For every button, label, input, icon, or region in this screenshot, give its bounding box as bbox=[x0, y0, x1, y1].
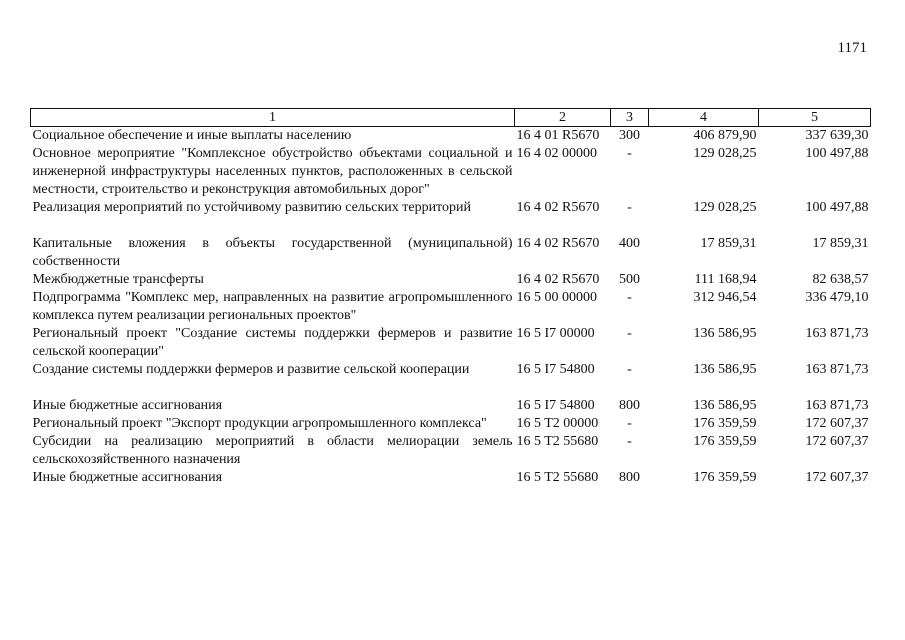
row-amount-2: 163 871,73 bbox=[805, 398, 869, 413]
row-name: Межбюджетные трансферты bbox=[32, 272, 204, 287]
table-row bbox=[31, 397, 871, 415]
column-header-amount-2: 5 bbox=[759, 109, 871, 127]
row-code: 16 5 T2 55680 bbox=[516, 470, 599, 485]
row-name: Основное мероприятие "Комплексное обустройство объектами социальной и инженерной инфраструктуры населенных пунктов, расположенных в сельской местности, строительство и реконструкция автомобильных дорог" bbox=[32, 146, 513, 197]
row-amount-1: 17 859,31 bbox=[700, 236, 757, 251]
table-header-row bbox=[31, 109, 871, 127]
row-expense-type: - bbox=[627, 362, 632, 377]
row-code: 16 4 01 R5670 bbox=[516, 128, 600, 143]
table-row bbox=[31, 271, 871, 289]
table-row bbox=[31, 325, 871, 361]
table-row bbox=[31, 145, 871, 199]
row-expense-type: - bbox=[627, 434, 632, 449]
row-code: 16 4 02 R5670 bbox=[516, 272, 600, 287]
row-name: Капитальные вложения в объекты государственной (муниципальной) собственности bbox=[32, 236, 513, 269]
column-header-amount-1: 4 bbox=[649, 109, 759, 127]
row-amount-1: 136 586,95 bbox=[693, 362, 757, 377]
row-amount-1: 111 168,94 bbox=[694, 272, 757, 287]
row-amount-2: 100 497,88 bbox=[805, 200, 869, 215]
row-amount-1: 129 028,25 bbox=[693, 200, 757, 215]
row-name: Иные бюджетные ассигнования bbox=[32, 398, 223, 413]
table-row bbox=[31, 199, 871, 235]
row-expense-type: 300 bbox=[619, 128, 640, 143]
row-name: Региональный проект "Создание системы поддержки фермеров и развитие сельской кооперации" bbox=[32, 326, 513, 359]
row-code: 16 4 02 R5670 bbox=[516, 236, 600, 251]
row-amount-2: 100 497,88 bbox=[805, 146, 869, 161]
row-expense-type: - bbox=[627, 200, 632, 215]
table-row bbox=[31, 469, 871, 487]
row-amount-2: 172 607,37 bbox=[805, 470, 869, 485]
row-name: Подпрограмма "Комплекс мер, направленных на развитие агропромышленного комплекса путем реализации региональных проектов" bbox=[32, 290, 513, 323]
row-amount-1: 406 879,90 bbox=[693, 128, 757, 143]
row-expense-type: - bbox=[627, 146, 632, 161]
row-amount-2: 336 479,10 bbox=[805, 290, 869, 305]
row-code: 16 5 T2 00000 bbox=[516, 416, 599, 431]
row-code: 16 5 I7 00000 bbox=[516, 326, 595, 341]
row-amount-1: 312 946,54 bbox=[693, 290, 757, 305]
page-number: 1171 bbox=[837, 40, 867, 56]
table-row bbox=[31, 433, 871, 469]
column-header-code: 2 bbox=[515, 109, 611, 127]
column-header-type: 3 bbox=[611, 109, 649, 127]
row-amount-2: 163 871,73 bbox=[805, 362, 869, 377]
row-expense-type: 400 bbox=[619, 236, 640, 251]
row-amount-1: 176 359,59 bbox=[693, 470, 757, 485]
table-row bbox=[31, 127, 871, 146]
row-amount-2: 172 607,37 bbox=[805, 434, 869, 449]
row-name: Создание системы поддержки фермеров и развитие сельской кооперации bbox=[32, 362, 470, 377]
row-expense-type: 800 bbox=[619, 398, 640, 413]
row-name: Реализация мероприятий по устойчивому развитию сельских территорий bbox=[32, 200, 471, 215]
row-code: 16 5 00 00000 bbox=[516, 290, 597, 305]
row-expense-type: - bbox=[627, 326, 632, 341]
row-amount-1: 129 028,25 bbox=[693, 146, 757, 161]
row-amount-2: 172 607,37 bbox=[805, 416, 869, 431]
row-amount-2: 337 639,30 bbox=[805, 128, 869, 143]
table-row bbox=[31, 415, 871, 433]
row-name: Субсидии на реализацию мероприятий в области мелиорации земель сельскохозяйственного назначения bbox=[32, 434, 513, 467]
row-code: 16 5 T2 55680 bbox=[516, 434, 599, 449]
row-amount-1: 136 586,95 bbox=[693, 326, 757, 341]
column-header-name: 1 bbox=[31, 109, 515, 127]
row-amount-2: 17 859,31 bbox=[812, 236, 869, 251]
row-amount-2: 163 871,73 bbox=[805, 326, 869, 341]
row-name: Социальное обеспечение и иные выплаты населению bbox=[32, 128, 352, 143]
row-expense-type: - bbox=[627, 290, 632, 305]
table-row bbox=[31, 235, 871, 271]
table-row bbox=[31, 361, 871, 397]
row-amount-1: 176 359,59 bbox=[693, 434, 757, 449]
row-code: 16 5 I7 54800 bbox=[516, 362, 595, 377]
row-expense-type: 500 bbox=[619, 272, 640, 287]
row-expense-type: - bbox=[627, 416, 632, 431]
row-name: Иные бюджетные ассигнования bbox=[32, 470, 223, 485]
row-code: 16 5 I7 54800 bbox=[516, 398, 595, 413]
table-row bbox=[31, 289, 871, 325]
row-amount-2: 82 638,57 bbox=[812, 272, 869, 287]
row-expense-type: 800 bbox=[619, 470, 640, 485]
row-amount-1: 136 586,95 bbox=[693, 398, 757, 413]
row-code: 16 4 02 R5670 bbox=[516, 200, 600, 215]
row-code: 16 4 02 00000 bbox=[516, 146, 597, 161]
row-name: Региональный проект "Экспорт продукции агропромышленного комплекса" bbox=[32, 416, 487, 431]
budget-table bbox=[30, 108, 871, 487]
row-amount-1: 176 359,59 bbox=[693, 416, 757, 431]
